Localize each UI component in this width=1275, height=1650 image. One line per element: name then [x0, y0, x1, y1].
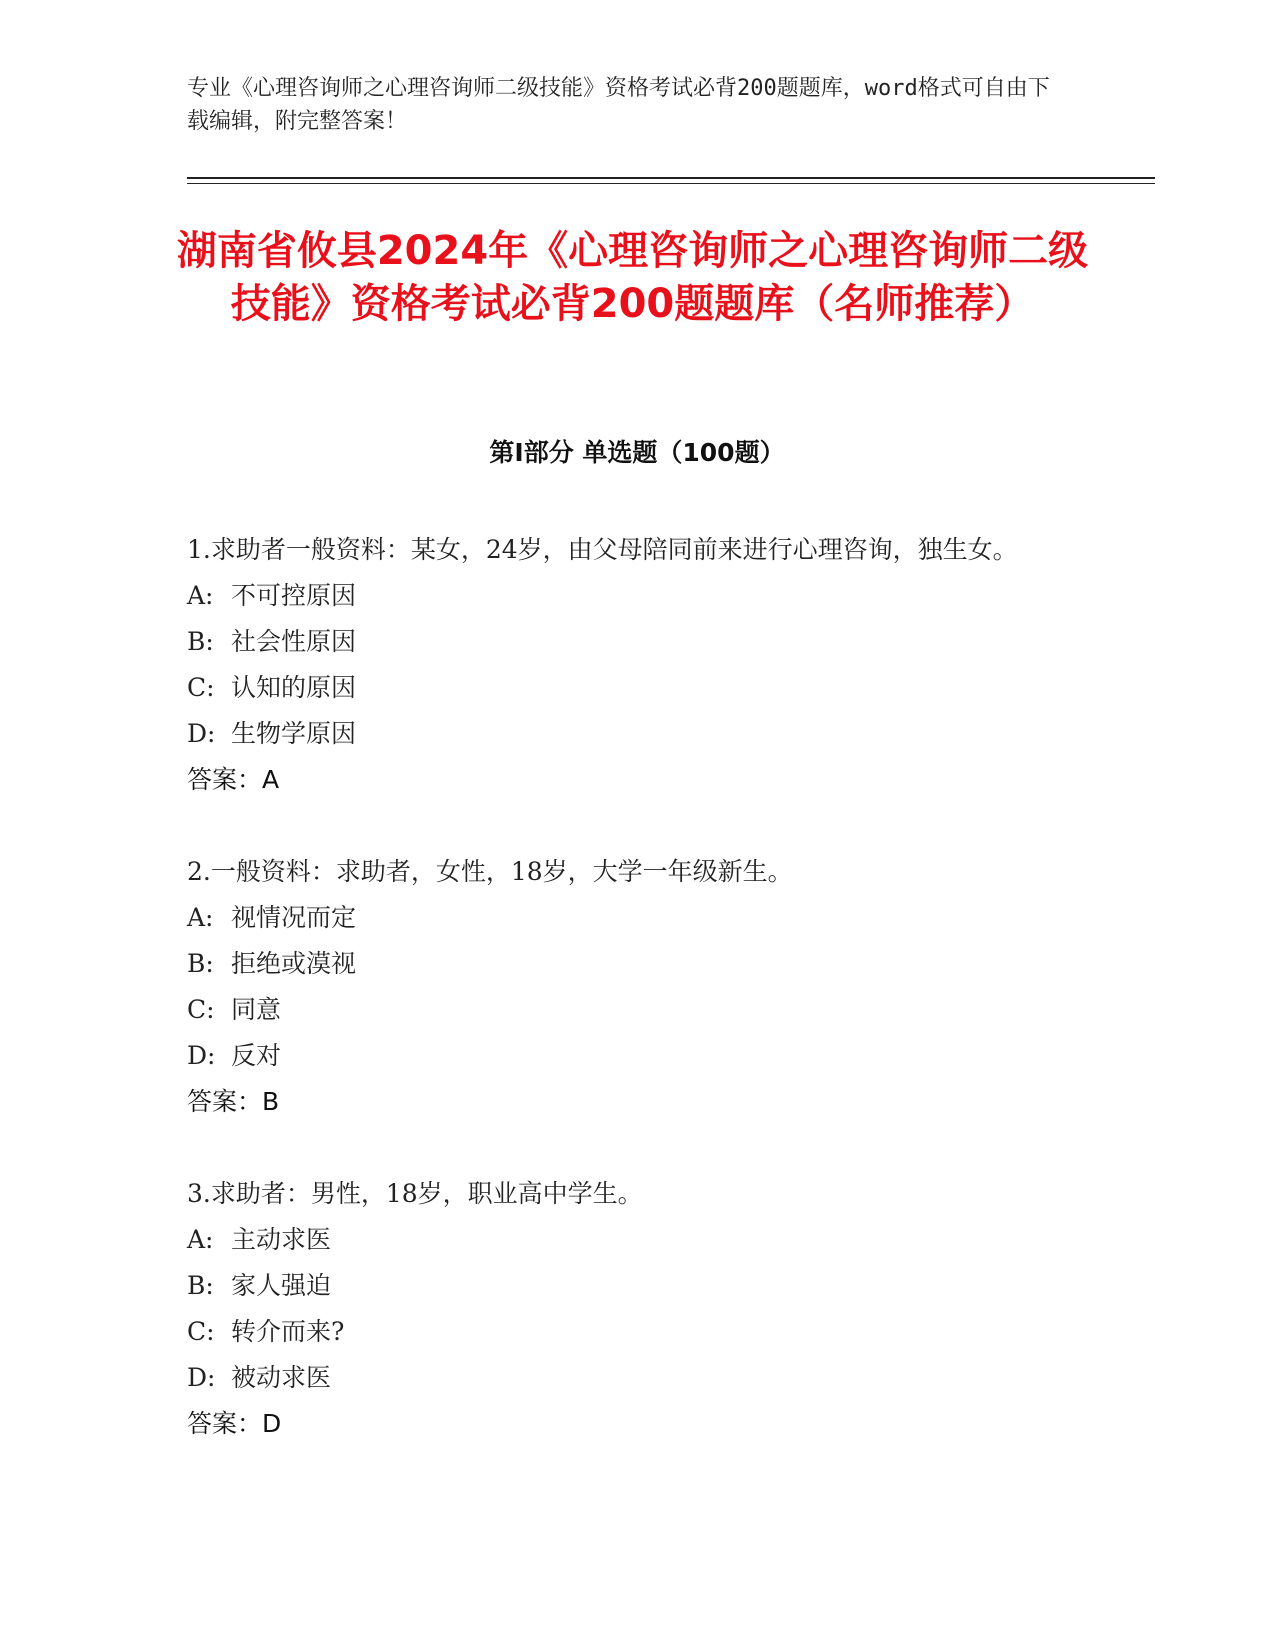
option-b: [187, 619, 1067, 665]
option-key: C:: [187, 1317, 215, 1346]
option-text: 社会性原因: [231, 627, 357, 656]
option-a: [187, 573, 1067, 619]
option-key: D:: [187, 1363, 216, 1392]
option-text: 不可控原因: [231, 581, 357, 610]
option-key: C:: [187, 673, 215, 702]
option-text: 视情况而定: [231, 903, 357, 932]
question-item: [187, 1171, 1067, 1447]
option-a: [187, 895, 1067, 941]
option-key: C:: [187, 995, 215, 1024]
header-divider-thin: [187, 183, 1155, 184]
option-a: [187, 1217, 1067, 1263]
question-item: [187, 849, 1067, 1125]
option-text: 生物学原因: [231, 719, 357, 748]
option-key: B:: [187, 1271, 214, 1300]
header-divider: [187, 177, 1155, 179]
option-key: A:: [187, 581, 214, 610]
option-b: [187, 941, 1067, 987]
option-d: [187, 711, 1067, 757]
answer-line: 答案：A: [187, 765, 280, 794]
option-key: D:: [187, 719, 216, 748]
header-note: 专业《心理咨询师之心理咨询师二级技能》资格考试必背200题题库，word格式可自由下载编辑，附完整答案！: [187, 76, 1050, 134]
option-text: 反对: [231, 1041, 282, 1070]
option-key: D:: [187, 1041, 216, 1070]
option-b: [187, 1263, 1067, 1309]
question-stem: 3.求助者：男性，18岁，职业高中学生。: [187, 1179, 643, 1208]
option-key: B:: [187, 627, 214, 656]
option-c: [187, 1309, 1067, 1355]
option-text: 主动求医: [231, 1225, 332, 1254]
answer-line: 答案：B: [187, 1087, 280, 1116]
option-key: A:: [187, 903, 214, 932]
question-list: [187, 527, 1067, 1493]
option-text: 被动求医: [231, 1363, 332, 1392]
question-stem: 2.一般资料：求助者，女性，18岁，大学一年级新生。: [187, 857, 793, 886]
answer-line: 答案：D: [187, 1409, 282, 1438]
document-title: 湖南省攸县2024年《心理咨询师之心理咨询师二级技能》资格考试必背200题题库（名师推荐）: [176, 228, 1089, 327]
option-c: [187, 987, 1067, 1033]
section-title: 第Ⅰ部分 单选题（100题）: [489, 438, 785, 467]
question-item: [187, 527, 1067, 803]
question-stem: 1.求助者一般资料：某女，24岁，由父母陪同前来进行心理咨询，独生女。: [187, 535, 1018, 564]
option-text: 转介而来?: [231, 1317, 345, 1346]
option-text: 家人强迫: [231, 1271, 332, 1300]
option-key: B:: [187, 949, 214, 978]
option-c: [187, 665, 1067, 711]
option-text: 认知的原因: [231, 673, 357, 702]
option-text: 同意: [231, 995, 282, 1024]
option-d: [187, 1355, 1067, 1401]
option-key: A:: [187, 1225, 214, 1254]
option-d: [187, 1033, 1067, 1079]
option-text: 拒绝或漠视: [231, 949, 357, 978]
